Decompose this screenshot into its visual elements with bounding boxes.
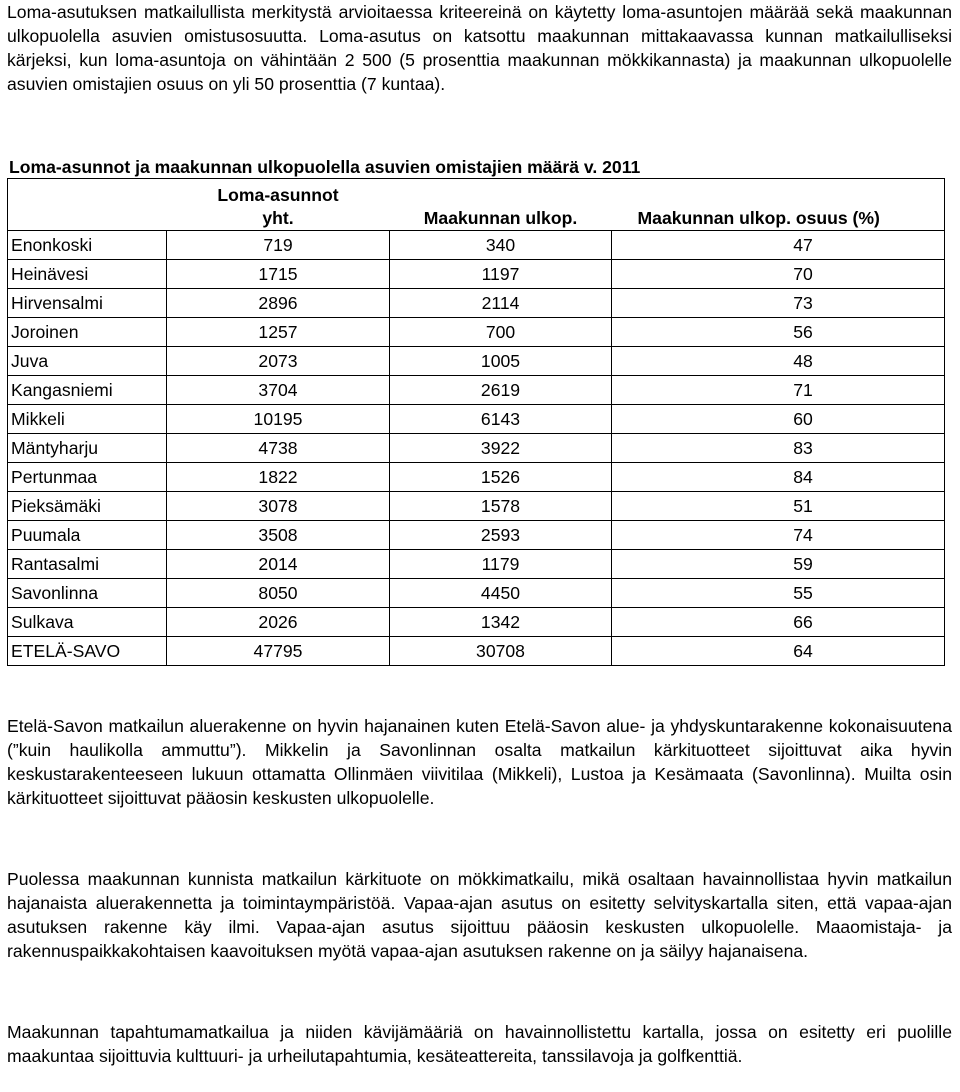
table-title: Loma-asunnot ja maakunnan ulkopuolella asuvien omistajien määrä v. 2011 [9,157,641,177]
cell-outside-owners: 6143 [390,405,612,434]
cell-total-homes: 47795 [167,637,390,666]
table-row [8,608,945,637]
cell-total-homes: 1715 [167,260,390,289]
cell-municipality: Sulkava [8,608,167,637]
cell-municipality: Pieksämäki [8,492,167,521]
header-total-line1: Loma-asunnot [217,185,339,205]
cell-outside-owners: 700 [390,318,612,347]
cell-outside-owners: 1179 [390,550,612,579]
table-row [8,492,945,521]
cell-municipality: Kangasniemi [8,376,167,405]
table-row [8,260,945,289]
cell-total-homes: 2014 [167,550,390,579]
cell-outside-share: 70 [612,260,945,289]
cell-outside-owners: 1342 [390,608,612,637]
table-row [8,521,945,550]
cell-outside-owners: 1197 [390,260,612,289]
cell-outside-owners: 1526 [390,463,612,492]
table-row [8,463,945,492]
header-municipality [8,179,167,231]
header-outside-share: Maakunnan ulkop. osuus (%) [612,179,945,231]
table-row [8,579,945,608]
cell-municipality: Puumala [8,521,167,550]
cell-total-homes: 1257 [167,318,390,347]
cell-municipality: Enonkoski [8,231,167,260]
cell-outside-owners: 1005 [390,347,612,376]
events-paragraph: Maakunnan tapahtumamatkailua ja niiden kävijämääriä on havainnollistettu kartalla, jossa on esitetty eri puolille maakuntaa sijoittuvia kulttuuri- ja urheilutapahtumia, kesäteattereita, tanssilavoja ja golfkenttiä. [7,1022,952,1066]
header-total-homes [167,179,390,231]
cell-total-homes: 3704 [167,376,390,405]
cell-municipality: Mikkeli [8,405,167,434]
cell-municipality: Juva [8,347,167,376]
cell-outside-share: 74 [612,521,945,550]
cell-municipality: Heinävesi [8,260,167,289]
cell-total-homes: 3508 [167,521,390,550]
cell-outside-share: 55 [612,579,945,608]
cell-municipality: ETELÄ-SAVO [8,637,167,666]
cell-municipality: Pertunmaa [8,463,167,492]
table-row [8,405,945,434]
cell-outside-owners: 4450 [390,579,612,608]
cell-outside-owners: 340 [390,231,612,260]
cell-outside-owners: 2114 [390,289,612,318]
cell-total-homes: 2073 [167,347,390,376]
cell-municipality: Rantasalmi [8,550,167,579]
cell-total-homes: 719 [167,231,390,260]
cell-outside-owners: 2619 [390,376,612,405]
cell-total-homes: 10195 [167,405,390,434]
cell-outside-share: 56 [612,318,945,347]
cell-outside-share: 60 [612,405,945,434]
header-total-line2: yht. [262,208,294,228]
cell-total-homes: 2896 [167,289,390,318]
cottage-paragraph: Puolessa maakunnan kunnista matkailun kärkituote on mökkimatkailu, mikä osaltaan havainnollistaa hyvin matkailun hajanaista aluerakennetta ja toimintaympäristöä. Vapaa-ajan asutus on esitetty selvityskartalla siten, että vapaa-ajan asutuksen rakenne käy ilmi. Vapaa-ajan asutus sijoittuu pääosin keskusten ulkopuolelle. Maaomistaja- ja rakennuspaikkakohtaisen kaavoituksen myötä vapaa-ajan asutuksen rakenne on ja säilyy hajanaisena. [7,869,952,961]
table-row [8,434,945,463]
cell-outside-share: 48 [612,347,945,376]
table-row [8,376,945,405]
table-row [8,347,945,376]
cell-municipality: Joroinen [8,318,167,347]
holiday-homes-table [7,178,945,666]
cell-outside-owners: 3922 [390,434,612,463]
intro-paragraph: Loma-asutuksen matkailullista merkitystä arvioitaessa kriteereinä on käytetty loma-asuntojen määrää sekä maakunnan ulkopuolella asuvien omistusosuutta. Loma-asutus on katsottu maakunnan mittakaavassa kunnan matkailulliseksi kärjeksi, kun loma-asuntoja on vähintään 2 500 (5 prosenttia maakunnan mökkikannasta) ja maakunnan ulkopuolelle asuvien omistajien osuus on yli 50 prosenttia (7 kuntaa). [7,2,952,94]
cell-total-homes: 1822 [167,463,390,492]
cell-total-homes: 8050 [167,579,390,608]
cell-outside-share: 73 [612,289,945,318]
table-row [8,637,945,666]
cell-municipality: Mäntyharju [8,434,167,463]
table-row [8,231,945,260]
cell-outside-share: 47 [612,231,945,260]
cell-outside-share: 84 [612,463,945,492]
cell-total-homes: 4738 [167,434,390,463]
table-header-row [8,179,945,231]
table-row [8,318,945,347]
cell-outside-share: 59 [612,550,945,579]
cell-outside-share: 66 [612,608,945,637]
structure-paragraph: Etelä-Savon matkailun aluerakenne on hyvin hajanainen kuten Etelä-Savon alue- ja yhdyskuntarakenne kokonaisuutena (”kuin haulikolla ammuttu”). Mikkelin ja Savonlinnan osalta matkailun kärkituotteet sijoittuvat aika hyvin keskustarakenteeseen lukuun ottamatta Ollinmäen viivitilaa (Mikkeli), Lustoa ja Kesämaata (Savonlinna). Muilta osin kärkituotteet sijoittuvat pääosin keskusten ulkopuolelle. [7,716,952,808]
header-outside-owners: Maakunnan ulkop. [390,179,612,231]
cell-outside-owners: 1578 [390,492,612,521]
cell-outside-share: 64 [612,637,945,666]
cell-outside-share: 83 [612,434,945,463]
cell-outside-owners: 30708 [390,637,612,666]
cell-municipality: Hirvensalmi [8,289,167,318]
cell-outside-owners: 2593 [390,521,612,550]
table-row [8,550,945,579]
cell-outside-share: 51 [612,492,945,521]
cell-municipality: Savonlinna [8,579,167,608]
cell-total-homes: 2026 [167,608,390,637]
cell-total-homes: 3078 [167,492,390,521]
table-row [8,289,945,318]
cell-outside-share: 71 [612,376,945,405]
